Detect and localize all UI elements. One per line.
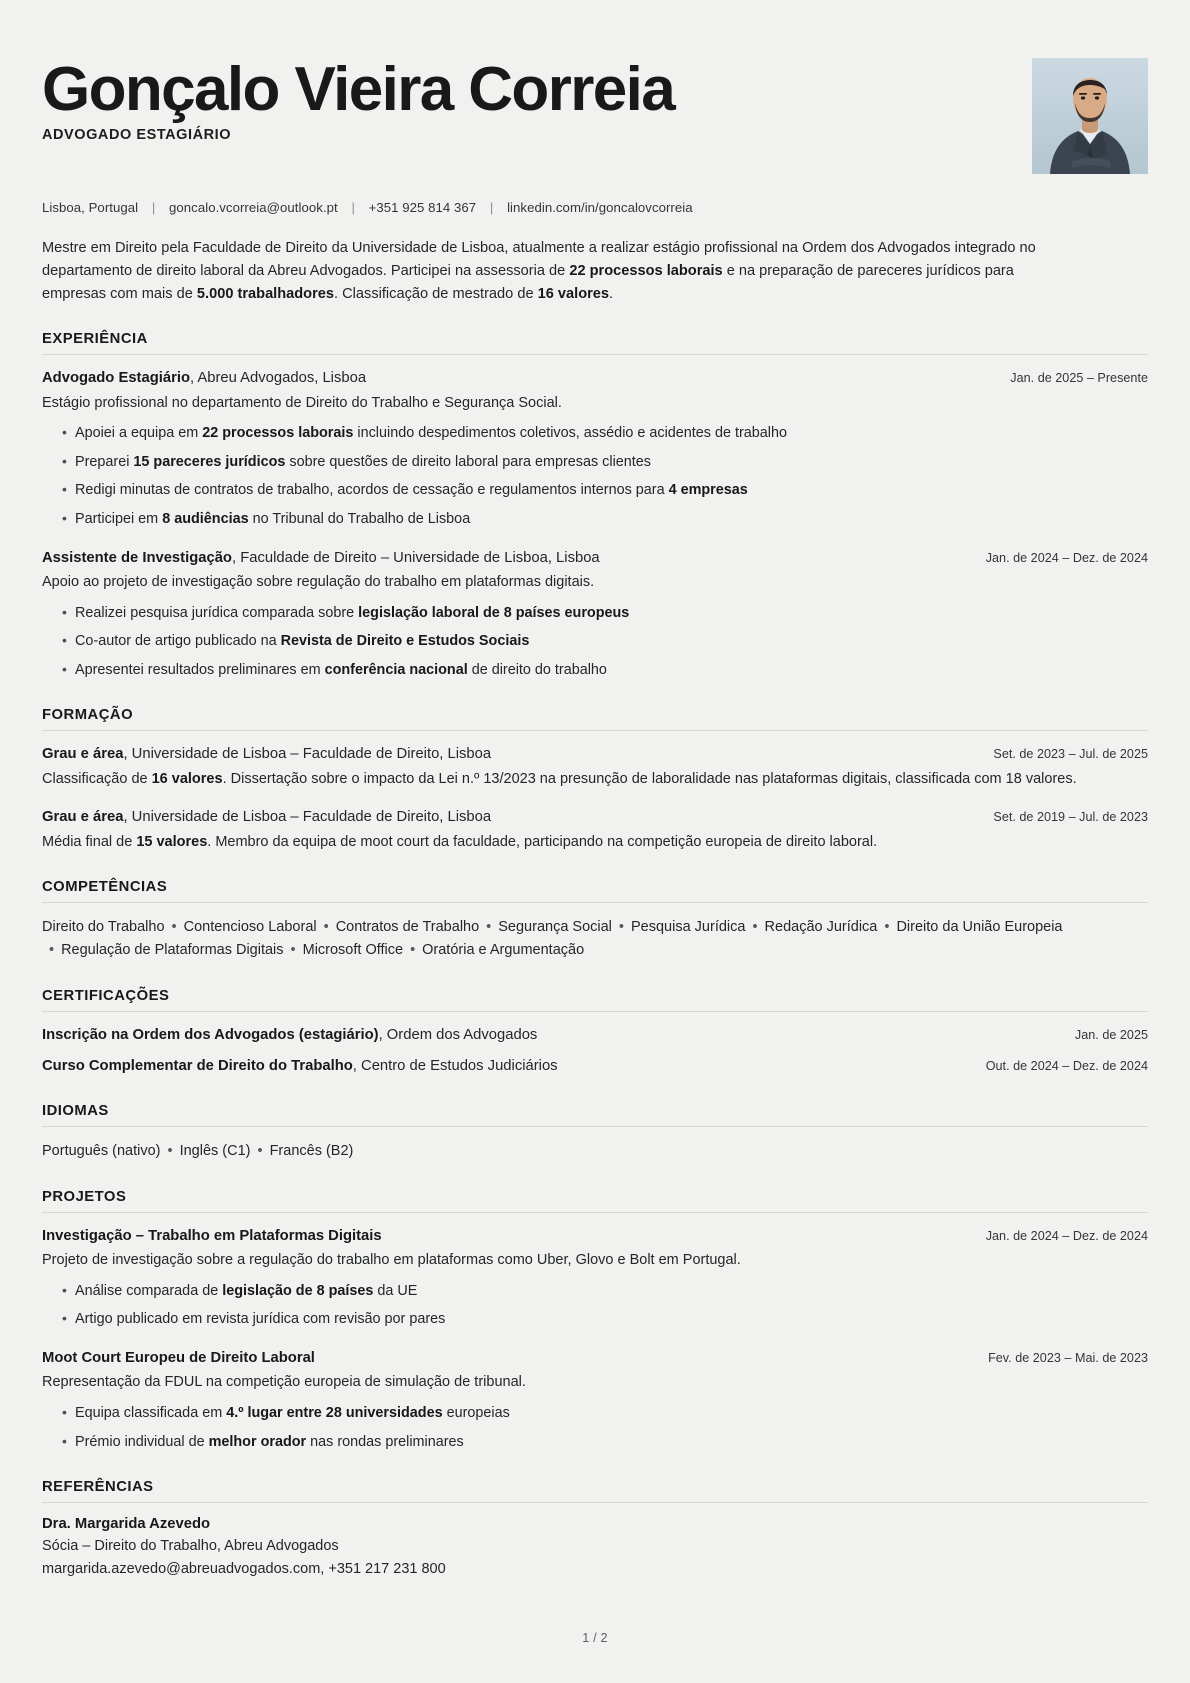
list-item bbox=[42, 660, 1148, 682]
bullet-text: nas rondas preliminares bbox=[306, 1433, 464, 1450]
education-entry bbox=[42, 744, 1148, 790]
project-title: Moot Court Europeu de Direito Laboral bbox=[42, 1350, 315, 1367]
list-separator-icon: • bbox=[323, 919, 329, 936]
list-separator-icon: • bbox=[257, 1142, 263, 1159]
skill-item: Direito da União Europeia bbox=[896, 919, 1063, 936]
experience-list bbox=[42, 368, 1148, 681]
certification-title: Inscrição na Ordem dos Advogados (estagiário) bbox=[42, 1027, 379, 1044]
education-degree: Grau e área bbox=[42, 809, 124, 826]
project-entry-header bbox=[42, 1348, 1148, 1369]
education-highlight: 16 valores bbox=[151, 770, 223, 787]
bullet-highlight: legislação de 8 países bbox=[222, 1282, 374, 1299]
language-item: Inglês (C1) bbox=[179, 1142, 251, 1159]
skill-item: Regulação de Plataformas Digitais bbox=[61, 942, 284, 959]
bullet-text: da UE bbox=[373, 1282, 418, 1299]
contact-separator: | bbox=[151, 200, 156, 215]
bullet-text: incluindo despedimentos coletivos, assédio e acidentes de trabalho bbox=[353, 425, 788, 442]
education-highlight: 15 valores bbox=[136, 833, 208, 850]
reference-position: Sócia – Direito do Trabalho, Abreu Advogados bbox=[42, 1538, 339, 1555]
list-item bbox=[42, 509, 1148, 531]
experience-entry-header bbox=[42, 368, 1148, 389]
certification-issuer: , Centro de Estudos Judiciários bbox=[352, 1057, 558, 1074]
experience-entry bbox=[42, 368, 1148, 530]
section-education bbox=[42, 707, 1148, 853]
experience-title: Assistente de Investigação bbox=[42, 549, 232, 566]
contact-linkedin[interactable]: linkedin.com/in/goncalovcorreia bbox=[507, 200, 693, 215]
certifications-list bbox=[42, 1025, 1148, 1077]
section-divider bbox=[42, 1011, 1148, 1012]
bullet-highlight: melhor orador bbox=[208, 1433, 307, 1450]
page-title: Gonçalo Vieira Correia bbox=[42, 55, 675, 124]
section-languages bbox=[42, 1103, 1148, 1163]
list-separator-icon: • bbox=[884, 919, 890, 936]
reference-name: Dra. Margarida Azevedo bbox=[42, 1516, 211, 1533]
project-date: Jan. de 2024 – Dez. de 2024 bbox=[985, 1228, 1148, 1243]
section-heading-languages: IDIOMAS bbox=[42, 1102, 109, 1119]
experience-description: Apoio ao projeto de investigação sobre regulação do trabalho em plataformas digitais. bbox=[42, 574, 595, 591]
section-experience bbox=[42, 331, 1148, 681]
list-item bbox=[42, 480, 1148, 502]
job-role-subtitle: ADVOGADO ESTAGIÁRIO bbox=[42, 127, 232, 144]
portrait-photo-icon bbox=[1032, 58, 1148, 174]
experience-entry-header bbox=[42, 548, 1148, 569]
list-item bbox=[42, 452, 1148, 474]
header-text-block bbox=[42, 55, 1032, 144]
list-item bbox=[42, 631, 1148, 653]
skill-item: Contratos de Trabalho bbox=[335, 919, 480, 936]
education-degree: Grau e área bbox=[42, 746, 124, 763]
section-heading-certifications: CERTIFICAÇÕES bbox=[42, 988, 170, 1005]
experience-meta: , Abreu Advogados, Lisboa bbox=[190, 370, 367, 387]
list-separator-icon: • bbox=[171, 919, 177, 936]
education-entry-header bbox=[42, 744, 1148, 765]
project-title: Investigação – Trabalho em Plataformas Digitais bbox=[42, 1227, 382, 1244]
project-entry-header bbox=[42, 1226, 1148, 1247]
bullet-text: europeias bbox=[442, 1404, 510, 1421]
summary-text-3: . Classificação de mestrado de bbox=[334, 285, 538, 302]
skill-item: Oratória e Argumentação bbox=[422, 942, 585, 959]
section-heading-experience: EXPERIÊNCIA bbox=[42, 331, 148, 348]
section-heading-projects: PROJETOS bbox=[42, 1188, 127, 1205]
section-divider bbox=[42, 1502, 1148, 1503]
education-institution: , Universidade de Lisboa – Faculdade de Direito, Lisboa bbox=[123, 746, 492, 763]
project-entry bbox=[42, 1226, 1148, 1331]
contact-email[interactable]: goncalo.vcorreia@outlook.pt bbox=[169, 200, 338, 215]
section-skills bbox=[42, 879, 1148, 962]
avatar bbox=[1032, 58, 1148, 174]
bullet-text: Equipa classificada em bbox=[75, 1404, 227, 1421]
education-date: Set. de 2019 – Jul. de 2023 bbox=[993, 810, 1148, 825]
experience-entry bbox=[42, 548, 1148, 682]
list-item bbox=[42, 1281, 1148, 1303]
list-separator-icon: • bbox=[486, 919, 492, 936]
certification-date: Jan. de 2025 bbox=[1074, 1028, 1148, 1043]
bullet-text: Apresentei resultados preliminares em bbox=[75, 661, 325, 678]
bullet-text: Análise comparada de bbox=[75, 1282, 223, 1299]
bullet-text: Apoiei a equipa em bbox=[75, 425, 203, 442]
bullet-text: no Tribunal do Trabalho de Lisboa bbox=[248, 511, 471, 528]
summary-highlight-2: 5.000 trabalhadores bbox=[196, 285, 335, 302]
bullet-highlight: 4.º lugar entre 28 universidades bbox=[226, 1404, 443, 1421]
skills-list bbox=[42, 916, 1072, 962]
list-separator-icon: • bbox=[49, 942, 55, 959]
section-divider bbox=[42, 730, 1148, 731]
education-date: Set. de 2023 – Jul. de 2025 bbox=[993, 747, 1148, 762]
page-indicator: 1 / 2 bbox=[582, 1631, 608, 1645]
skill-item: Segurança Social bbox=[498, 919, 612, 936]
languages-list bbox=[42, 1140, 1072, 1163]
skill-item: Pesquisa Jurídica bbox=[631, 919, 746, 936]
bullet-text: Prémio individual de bbox=[75, 1433, 209, 1450]
section-divider bbox=[42, 354, 1148, 355]
list-item bbox=[42, 1432, 1148, 1454]
certification-title: Curso Complementar de Direito do Trabalho bbox=[42, 1057, 353, 1074]
skill-item: Direito do Trabalho bbox=[42, 919, 165, 936]
language-item: Português (nativo) bbox=[42, 1142, 161, 1159]
education-description: Classificação de 16 valores. Dissertação sobre o impacto da Lei n.º 13/2023 na presunção de laboralidade nas plataformas digitais, classificada com 18 valores. bbox=[42, 770, 1077, 787]
section-references bbox=[42, 1479, 1148, 1580]
education-entry-header bbox=[42, 807, 1148, 828]
list-separator-icon: • bbox=[752, 919, 758, 936]
cv-header bbox=[42, 40, 1148, 174]
experience-date: Jan. de 2025 – Presente bbox=[1010, 371, 1148, 386]
section-divider bbox=[42, 1212, 1148, 1213]
list-separator-icon: • bbox=[167, 1142, 173, 1159]
experience-bullets bbox=[42, 603, 1148, 682]
section-projects bbox=[42, 1189, 1148, 1453]
education-description: Média final de 15 valores. Membro da equipa de moot court da faculdade, participando na competição europeia de direito laboral. bbox=[42, 833, 878, 850]
summary-text-1: Mestre em Direito pela Faculdade de Direito da Universidade de Lisboa, atualmente a realizar estágio profissional na Ordem dos Advogados integrado no departamento de direito laboral da Abreu Advogados. Participei na assessoria de bbox=[42, 240, 1036, 279]
reference-contact: margarida.azevedo@abreuadvogados.com, +351 217 231 800 bbox=[42, 1560, 446, 1577]
education-institution: , Universidade de Lisboa – Faculdade de Direito, Lisboa bbox=[123, 809, 492, 826]
summary-paragraph bbox=[42, 237, 1082, 305]
summary-highlight-1: 22 processos laborais bbox=[569, 262, 723, 279]
bullet-text: Realizei pesquisa jurídica comparada sobre bbox=[75, 604, 359, 621]
list-separator-icon: • bbox=[618, 919, 624, 936]
skill-item: Redação Jurídica bbox=[764, 919, 878, 936]
bullet-highlight: Revista de Direito e Estudos Sociais bbox=[280, 633, 530, 650]
certification-issuer: , Ordem dos Advogados bbox=[378, 1027, 538, 1044]
certification-row bbox=[42, 1056, 1148, 1077]
contact-location: Lisboa, Portugal bbox=[42, 200, 139, 215]
bullet-text: Artigo publicado em revista jurídica com revisão por pares bbox=[75, 1311, 446, 1328]
education-list bbox=[42, 744, 1148, 853]
contact-separator: | bbox=[351, 200, 355, 215]
contact-separator: | bbox=[489, 200, 494, 215]
summary-text-2: e na preparação de pareceres jurídicos para empresas com mais de bbox=[42, 262, 1014, 302]
bullet-text: Preparei bbox=[75, 453, 134, 470]
bullet-highlight: 22 processos laborais bbox=[202, 425, 354, 442]
section-certifications bbox=[42, 988, 1148, 1077]
experience-meta: , Faculdade de Direito – Universidade de Lisboa, Lisboa bbox=[231, 549, 600, 566]
skill-item: Microsoft Office bbox=[302, 942, 404, 959]
bullet-highlight: 4 empresas bbox=[668, 482, 748, 499]
section-heading-skills: COMPETÊNCIAS bbox=[42, 879, 168, 896]
education-entry bbox=[42, 807, 1148, 853]
list-item bbox=[42, 603, 1148, 625]
project-description: Projeto de investigação sobre a regulação do trabalho em plataformas como Uber, Glovo e Bolt em Portugal. bbox=[42, 1252, 741, 1269]
experience-title: Advogado Estagiário bbox=[42, 370, 190, 387]
contact-line bbox=[42, 200, 1148, 215]
contact-phone[interactable]: +351 925 814 367 bbox=[368, 200, 477, 215]
bullet-text: Co-autor de artigo publicado na bbox=[75, 633, 281, 650]
project-entry bbox=[42, 1348, 1148, 1453]
bullet-highlight: legislação laboral de 8 países europeus bbox=[358, 604, 630, 621]
bullet-text: sobre questões de direito laboral para empresas clientes bbox=[285, 453, 651, 470]
certification-date: Out. de 2024 – Dez. de 2024 bbox=[985, 1058, 1148, 1073]
bullet-text: Redigi minutas de contratos de trabalho, acordos de cessação e regulamentos internos para bbox=[75, 482, 669, 499]
projects-list bbox=[42, 1226, 1148, 1453]
list-item bbox=[42, 423, 1148, 445]
project-date: Fev. de 2023 – Mai. de 2023 bbox=[988, 1351, 1148, 1366]
bullet-highlight: 15 pareceres jurídicos bbox=[133, 453, 286, 470]
bullet-text: Participei em bbox=[75, 511, 163, 528]
section-divider bbox=[42, 902, 1148, 903]
list-separator-icon: • bbox=[410, 942, 416, 959]
bullet-highlight: conferência nacional bbox=[324, 661, 468, 678]
language-item: Francês (B2) bbox=[269, 1142, 354, 1159]
project-bullets bbox=[42, 1281, 1148, 1331]
section-heading-education: FORMAÇÃO bbox=[42, 707, 134, 724]
bullet-highlight: 8 audiências bbox=[162, 511, 249, 528]
experience-description: Estágio profissional no departamento de Direito do Trabalho e Segurança Social. bbox=[42, 394, 562, 411]
list-item bbox=[42, 1309, 1148, 1331]
list-separator-icon: • bbox=[290, 942, 296, 959]
summary-highlight-3: 16 valores bbox=[537, 285, 610, 302]
project-description: Representação da FDUL na competição europeia de simulação de tribunal. bbox=[42, 1374, 526, 1391]
section-heading-references: REFERÊNCIAS bbox=[42, 1479, 154, 1496]
summary-text-4: . bbox=[609, 285, 614, 302]
experience-date: Jan. de 2024 – Dez. de 2024 bbox=[985, 550, 1148, 565]
skill-item: Contencioso Laboral bbox=[183, 919, 317, 936]
project-bullets bbox=[42, 1403, 1148, 1453]
section-divider bbox=[42, 1126, 1148, 1127]
list-item bbox=[42, 1403, 1148, 1425]
bullet-text: de direito do trabalho bbox=[467, 661, 607, 678]
certification-row bbox=[42, 1025, 1148, 1046]
experience-bullets bbox=[42, 423, 1148, 530]
